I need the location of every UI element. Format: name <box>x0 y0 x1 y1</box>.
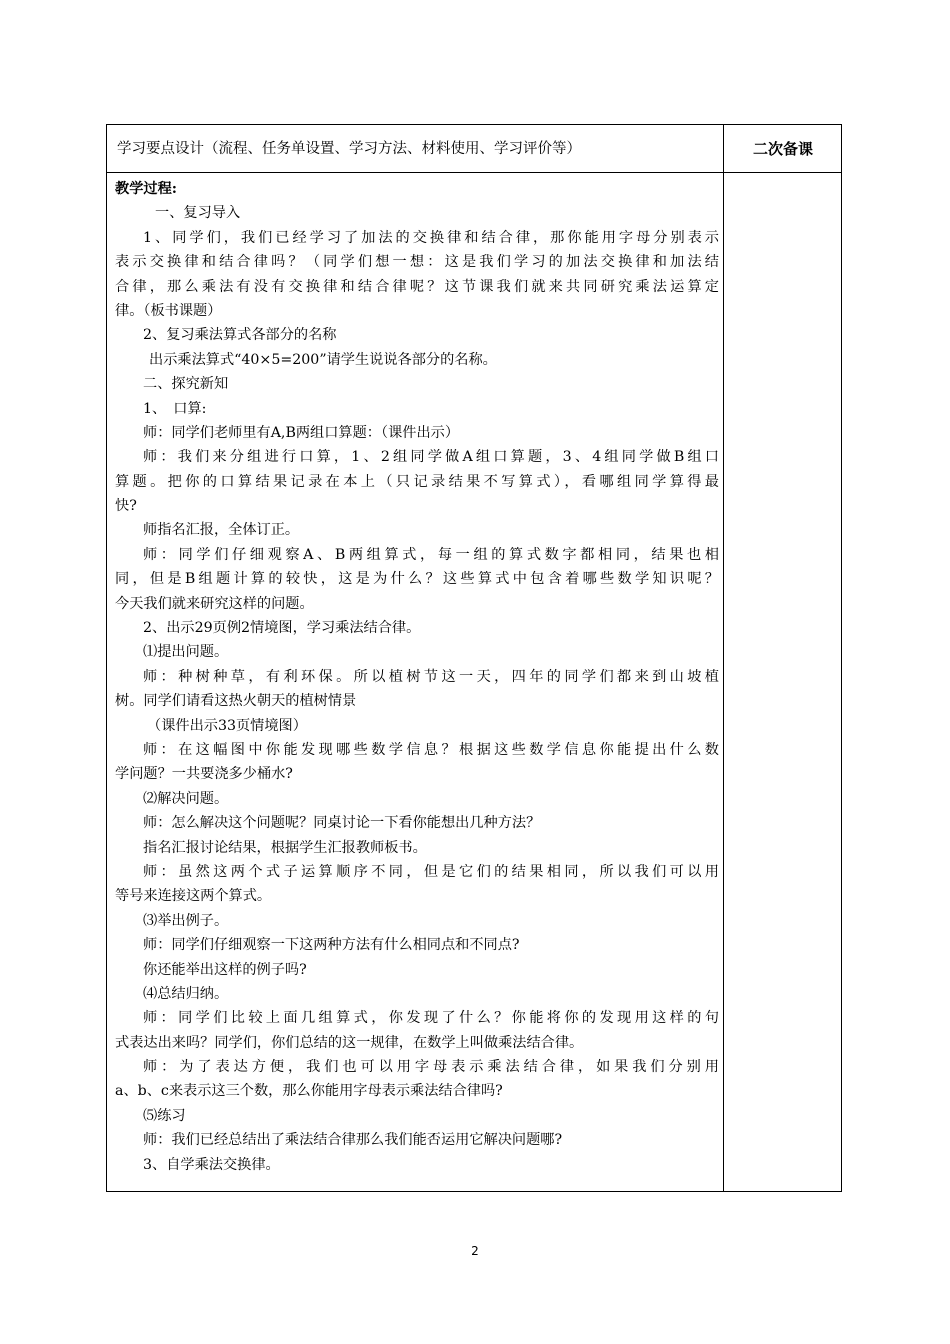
text-line: 算题。把你的口算结果记录在本上（只记录结果不写算式），看哪组同学算得最 <box>115 473 719 490</box>
text-line: 你还能举出这样的例子吗? <box>143 961 307 978</box>
text-line: 表示交换律和结合律吗？（同学们想一想：这是我们学习的加法交换律和加法结 <box>115 254 719 271</box>
text-line: 3、自学乘法交换律。 <box>143 1156 280 1173</box>
text-line: a、b、c来表示这三个数，那么你能用字母表示乘法结合律吗? <box>115 1083 503 1100</box>
table-header-row <box>107 125 841 173</box>
text-line: 今天我们就来研究这样的问题。 <box>115 595 314 612</box>
text-line: 师：怎么解决这个问题呢？同桌讨论一下看你能想出几种方法？ <box>143 815 541 832</box>
text-line: 学问题？一共要浇多少桶水? <box>115 766 293 783</box>
text-line: 树。同学们请看这热火朝天的植树情景 <box>115 693 357 710</box>
header-second-preparation: 二次备课 <box>752 140 813 158</box>
teaching-process-cell <box>115 177 719 1177</box>
text-line: 师：同学们比较上面几组算式，你发现了什么？你能将你的发现用这样的句 <box>143 1010 719 1027</box>
text-line: 1、同学们，我们已经学习了加法的交换律和结合律，那你能用字母分别表示 <box>143 229 719 246</box>
text-line: 1、 口算: <box>143 400 207 417</box>
text-line: 快? <box>115 498 137 515</box>
text-line: 师：我们已经总结出了乘法结合律那么我们能否运用它解决问题哪? <box>143 1132 563 1149</box>
text-line: ⑸练习 <box>143 1107 186 1124</box>
text-line: 师：在这幅图中你能发现哪些数学信息？根据这些数学信息你能提出什么数 <box>143 741 719 758</box>
text-line: 师：虽然这两个式子运算顺序不同，但是它们的结果相同，所以我们可以用 <box>143 863 719 880</box>
text-line: 指名汇报讨论结果，根据学生汇报教师板书。 <box>143 839 427 856</box>
text-line: 二、探究新知 <box>143 376 229 393</box>
text-line: 式表达出来吗？同学们，你们总结的这一规律，在数学上叫做乘法结合律。 <box>115 1034 584 1051</box>
text-line: 师指名汇报，全体订正。 <box>143 522 300 539</box>
text-line: ⑵解决问题。 <box>143 790 229 807</box>
text-line: 师：同学们仔细观察一下这两种方法有什么相同点和不同点? <box>143 937 520 954</box>
text-line: ⑷总结归纳。 <box>143 985 229 1002</box>
text-line: 一、复习导入 <box>155 205 241 222</box>
text-line: 出示乘法算式“40×5=200”请学生说说各部分的名称。 <box>149 351 497 368</box>
column-divider <box>723 125 724 1191</box>
header-learning-design: 学习要点设计（流程、任务单设置、学习方法、材料使用、学习评价等） <box>117 141 581 157</box>
text-line: 师：同学们老师里有A,B两组口算题：（课件出示） <box>143 424 460 441</box>
text-line: （课件出示33页情境图） <box>147 717 307 734</box>
text-line: 同，但是B组题计算的较快，这是为什么？这些算式中包含着哪些数学知识呢？ <box>115 571 719 588</box>
text-line: ⑶举出例子。 <box>143 912 229 929</box>
section-title: 教学过程: <box>115 181 177 197</box>
text-line: 师：同学们仔细观察A、B两组算式，每一组的算式数字都相同，结果也相 <box>143 546 719 563</box>
text-line: 师：种树种草，有利环保。所以植树节这一天，四年的同学们都来到山坡植 <box>143 668 719 685</box>
text-line: 2、复习乘法算式各部分的名称 <box>143 327 337 344</box>
page-number: 2 <box>471 1244 479 1258</box>
text-line: 师：我们来分组进行口算，1、2组同学做A组口算题，3、4组同学做B组口 <box>143 449 719 466</box>
text-line: 合律，那么乘法有没有交换律和结合律呢？这节课我们就来共同研究乘法运算定 <box>115 278 719 295</box>
lesson-plan-table <box>106 124 842 1192</box>
text-line: 师：为了表达方便，我们也可以用字母表示乘法结合律，如果我们分别用 <box>143 1059 719 1076</box>
text-line: 等号来连接这两个算式。 <box>115 888 272 905</box>
text-line: ⑴提出问题。 <box>143 644 229 661</box>
text-line: 2、出示29页例2情境图，学习乘法结合律。 <box>143 620 421 637</box>
text-line: 律。（板书课题） <box>115 302 222 319</box>
